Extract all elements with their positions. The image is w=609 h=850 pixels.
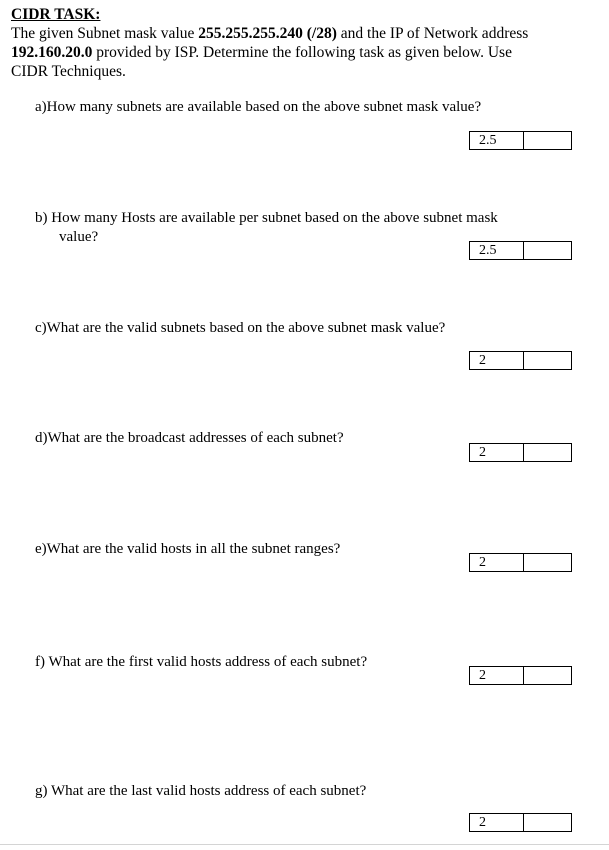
- score-field[interactable]: [524, 667, 571, 684]
- marks-value: 2: [470, 814, 524, 831]
- marks-value: 2.5: [470, 132, 524, 149]
- marks-value: 2: [470, 667, 524, 684]
- score-field[interactable]: [524, 132, 571, 149]
- intro-text: The given Subnet mask value: [11, 25, 199, 42]
- task-title: CIDR TASK:: [11, 6, 101, 23]
- marks-box-b: [469, 241, 572, 260]
- question-text-continued: value?: [59, 229, 99, 245]
- question-text: g) What are the last valid hosts address of each subnet?: [35, 783, 367, 799]
- marks-value: 2: [470, 444, 524, 461]
- question-g: [35, 782, 555, 801]
- question-text: d)What are the broadcast addresses of each subnet?: [35, 430, 344, 446]
- score-field[interactable]: [524, 814, 571, 831]
- marks-box-g: [469, 813, 572, 832]
- task-header: [11, 6, 591, 81]
- intro-text: CIDR Techniques.: [11, 63, 126, 80]
- marks-box-a: [469, 131, 572, 150]
- question-text: f) What are the first valid hosts address of each subnet?: [35, 654, 368, 670]
- question-a: [35, 98, 555, 117]
- score-field[interactable]: [524, 352, 571, 369]
- marks-value: 2: [470, 352, 524, 369]
- marks-box-d: [469, 443, 572, 462]
- question-text: c)What are the valid subnets based on the above subnet mask value?: [35, 320, 446, 336]
- score-field[interactable]: [524, 444, 571, 461]
- question-text: e)What are the valid hosts in all the subnet ranges?: [35, 541, 341, 557]
- marks-box-c: [469, 351, 572, 370]
- marks-box-e: [469, 553, 572, 572]
- intro-text: provided by ISP. Determine the following task as given below. Use: [92, 44, 512, 61]
- task-intro: [11, 24, 591, 81]
- marks-box-f: [469, 666, 572, 685]
- marks-value: 2.5: [470, 242, 524, 259]
- question-c: [35, 319, 555, 338]
- score-field[interactable]: [524, 554, 571, 571]
- question-text: b) How many Hosts are available per subnet based on the above subnet mask: [35, 210, 498, 226]
- marks-value: 2: [470, 554, 524, 571]
- question-text: a)How many subnets are available based on the above subnet mask value?: [35, 99, 482, 115]
- page-bottom-edge: [0, 844, 609, 845]
- subnet-mask-value: 255.255.255.240 (/28): [198, 25, 337, 42]
- network-address-value: 192.160.20.0: [11, 44, 93, 61]
- intro-text: and the IP of Network address: [336, 25, 529, 42]
- score-field[interactable]: [524, 242, 571, 259]
